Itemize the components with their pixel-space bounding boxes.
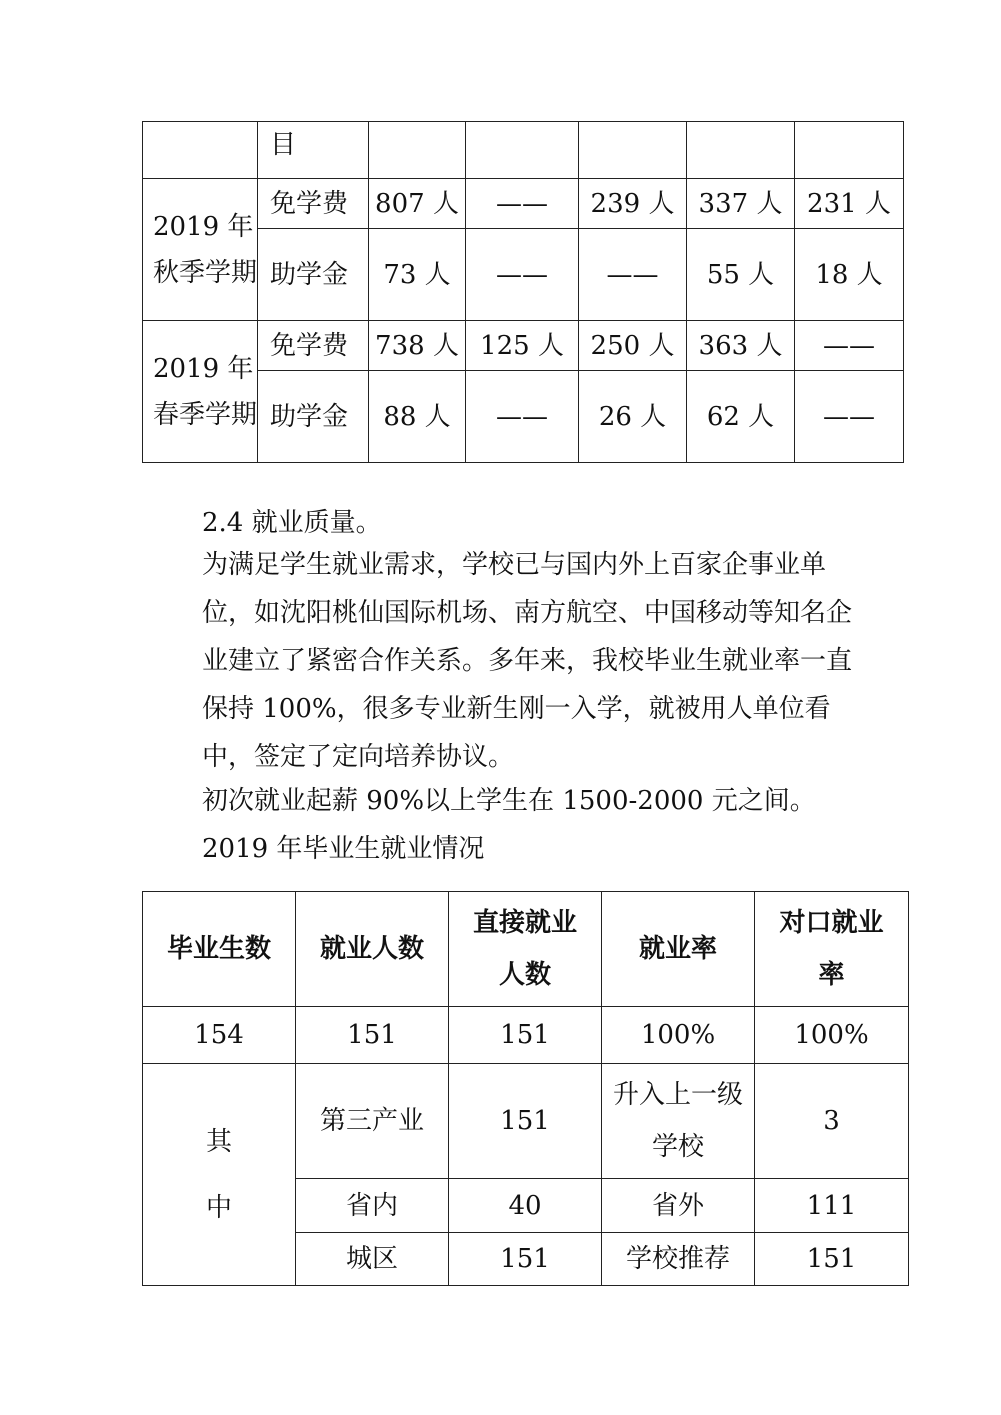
funding-type: 助学金 xyxy=(258,371,369,463)
table-cell xyxy=(143,122,258,179)
table-cell: 111 xyxy=(755,1179,909,1233)
table-cell xyxy=(466,122,579,179)
table-cell xyxy=(579,122,687,179)
table-cell: 363 人 xyxy=(687,321,795,371)
table-cell: —— xyxy=(795,321,904,371)
column-header: 就业人数 xyxy=(296,892,449,1007)
table-cell: 升入上一级学校 xyxy=(602,1064,755,1179)
table-cell: 88 人 xyxy=(369,371,466,463)
table-cell: 100% xyxy=(602,1007,755,1064)
funding-type: 免学费 xyxy=(258,179,369,229)
table-cell: 26 人 xyxy=(579,371,687,463)
table-row xyxy=(143,1064,909,1179)
table-cell xyxy=(369,122,466,179)
funding-table xyxy=(142,121,904,463)
funding-type: 助学金 xyxy=(258,229,369,321)
table-cell: 40 xyxy=(449,1179,602,1233)
table-cell: —— xyxy=(795,371,904,463)
table-cell: 62 人 xyxy=(687,371,795,463)
table-cell: 省内 xyxy=(296,1179,449,1233)
table-cell: 100% xyxy=(755,1007,909,1064)
table-cell: 807 人 xyxy=(369,179,466,229)
table-cell: 738 人 xyxy=(369,321,466,371)
table-header-row xyxy=(143,892,909,1007)
column-header: 就业率 xyxy=(602,892,755,1007)
table-cell: 250 人 xyxy=(579,321,687,371)
table-cell: 城区 xyxy=(296,1233,449,1286)
table-cell: 154 xyxy=(143,1007,296,1064)
table-cell: —— xyxy=(466,371,579,463)
table-cell: 151 xyxy=(296,1007,449,1064)
table-cell: 第三产业 xyxy=(296,1064,449,1179)
body-paragraph: 初次就业起薪 90%以上学生在 1500-2000 元之间。 xyxy=(202,786,816,816)
table-cell: —— xyxy=(579,229,687,321)
table-cell: 73 人 xyxy=(369,229,466,321)
table-row xyxy=(143,179,904,229)
table-cell: 18 人 xyxy=(795,229,904,321)
table-row xyxy=(143,321,904,371)
table-cell: 231 人 xyxy=(795,179,904,229)
table-cell: 151 xyxy=(449,1233,602,1286)
funding-type: 免学费 xyxy=(258,321,369,371)
table-cell: 省外 xyxy=(602,1179,755,1233)
table-cell: 125 人 xyxy=(466,321,579,371)
section-heading: 2.4 就业质量。 xyxy=(202,508,382,538)
column-header: 直接就业人数 xyxy=(449,892,602,1007)
group-label: 其中 xyxy=(143,1064,296,1286)
table-cell: —— xyxy=(466,229,579,321)
table-cell: 239 人 xyxy=(579,179,687,229)
table-cell: 3 xyxy=(755,1064,909,1179)
table-cell: 55 人 xyxy=(687,229,795,321)
continuation-label: 目 xyxy=(258,122,369,179)
column-header: 对口就业率 xyxy=(755,892,909,1007)
table-cell xyxy=(687,122,795,179)
table-cell xyxy=(795,122,904,179)
semester-label: 2019 年秋季学期 xyxy=(143,179,258,321)
table-caption: 2019 年毕业生就业情况 xyxy=(202,834,485,864)
body-paragraph: 为满足学生就业需求，学校已与国内外上百家企事业单位，如沈阳桃仙国际机场、南方航空、中国移动等知名企业建立了紧密合作关系。多年来，我校毕业生就业率一直保持 100%，很多专业新生刚一入学，就被用人单位看中，签定了定向培养协议。 xyxy=(202,550,853,772)
table-cell: 151 xyxy=(755,1233,909,1286)
table-cell: 337 人 xyxy=(687,179,795,229)
semester-label: 2019 年春季学期 xyxy=(143,321,258,463)
table-cell: —— xyxy=(466,179,579,229)
table-cell: 151 xyxy=(449,1064,602,1179)
table-cell: 学校推荐 xyxy=(602,1233,755,1286)
table-row xyxy=(143,122,904,179)
table-row xyxy=(143,1007,909,1064)
column-header: 毕业生数 xyxy=(143,892,296,1007)
table-cell: 151 xyxy=(449,1007,602,1064)
employment-table xyxy=(142,891,909,1286)
